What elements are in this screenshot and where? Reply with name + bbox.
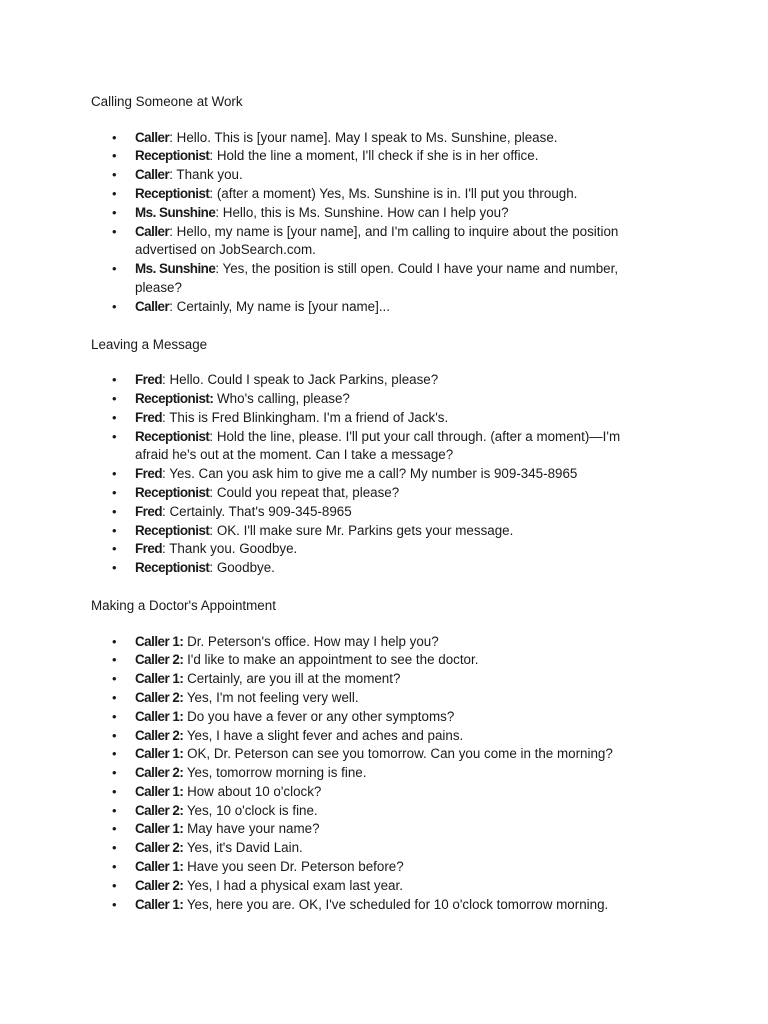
bullet-icon: • bbox=[112, 185, 117, 201]
dialogue-line bbox=[112, 465, 648, 484]
speaker-separator: : bbox=[169, 223, 173, 239]
bullet-icon: • bbox=[112, 896, 117, 912]
bullet-icon: • bbox=[112, 409, 117, 425]
section-heading: Leaving a Message bbox=[91, 336, 208, 352]
bullet-icon: • bbox=[112, 877, 117, 893]
bullet-icon: • bbox=[112, 708, 117, 724]
dialogue-text: OK, Dr. Peterson can see you tomorrow. Can you come in the morning? bbox=[183, 746, 613, 762]
dialogue-text: Certainly. That's 909-345-8965 bbox=[165, 503, 352, 519]
bullet-icon: • bbox=[112, 541, 117, 557]
dialogue-text: Yes, I have a slight fever and aches and pains. bbox=[183, 727, 464, 743]
dialogue-line bbox=[112, 689, 648, 708]
dialogue-list bbox=[91, 129, 648, 317]
bullet-icon: • bbox=[112, 727, 117, 743]
dialogue-line bbox=[112, 409, 648, 428]
speaker-name: Caller 1: bbox=[135, 633, 184, 649]
speaker-name: Caller bbox=[135, 223, 170, 239]
dialogue-text: OK. I'll make sure Mr. Parkins gets your message. bbox=[213, 522, 514, 538]
section-heading: Making a Doctor's Appointment bbox=[91, 597, 276, 613]
dialogue-text: Hello. Could I speak to Jack Parkins, please? bbox=[165, 372, 439, 388]
speaker-name: Fred bbox=[135, 372, 163, 388]
dialogue-line bbox=[112, 820, 648, 839]
speaker-name: Caller bbox=[135, 167, 170, 183]
speaker-name: Caller 2: bbox=[135, 840, 184, 856]
speaker-name: Caller 1: bbox=[135, 859, 184, 875]
dialogue-text: Yes, tomorrow morning is fine. bbox=[183, 765, 367, 781]
dialogue-text: Yes, I had a physical exam last year. bbox=[183, 877, 403, 893]
speaker-name: Caller 2: bbox=[135, 652, 184, 668]
dialogue-list bbox=[91, 371, 648, 578]
speaker-separator: : bbox=[209, 148, 214, 164]
dialogue-line bbox=[112, 185, 648, 204]
speaker-separator: : bbox=[169, 167, 173, 183]
bullet-icon: • bbox=[112, 671, 117, 687]
dialogue-text: Hold the line a moment, I'll check if she is in her office. bbox=[213, 148, 539, 164]
speaker-name: Caller 2: bbox=[135, 765, 184, 781]
bullet-icon: • bbox=[112, 802, 117, 818]
bullet-icon: • bbox=[112, 840, 117, 856]
section-heading: Calling Someone at Work bbox=[91, 94, 243, 109]
dialogue-line bbox=[112, 484, 648, 503]
dialogue-line bbox=[112, 783, 648, 802]
dialogue-text: Do you have a fever or any other symptoms? bbox=[183, 708, 455, 724]
dialogue-text: This is Fred Blinkingham. I'm a friend of Jack's. bbox=[165, 409, 449, 425]
dialogue-text: Certainly, are you ill at the moment? bbox=[183, 671, 401, 687]
dialogue-line bbox=[112, 802, 648, 821]
dialogue-text: Hello, my name is [your name], and I'm calling to inquire about the position advertised on JobSearch.com. bbox=[135, 223, 619, 258]
dialogue-line bbox=[112, 727, 648, 746]
speaker-name: Caller 1: bbox=[135, 783, 184, 799]
speaker-name: Receptionist bbox=[135, 428, 210, 444]
dialogue-text: Hello. This is [your name]. May I speak to Ms. Sunshine, please. bbox=[172, 129, 558, 145]
dialogue-text: Yes, it's David Lain. bbox=[183, 840, 303, 856]
speaker-separator: : bbox=[169, 129, 173, 145]
dialogue-text: Who's calling, please? bbox=[213, 390, 350, 406]
bullet-icon: • bbox=[112, 148, 117, 164]
bullet-icon: • bbox=[112, 633, 117, 649]
dialogue-text: Thank you. bbox=[172, 167, 243, 183]
dialogue-line bbox=[112, 371, 648, 390]
dialogue-text: Thank you. Goodbye. bbox=[165, 541, 298, 557]
speaker-name: Caller 2: bbox=[135, 689, 184, 705]
bullet-icon: • bbox=[112, 390, 117, 406]
speaker-name: Receptionist: bbox=[135, 390, 214, 406]
dialogue-line bbox=[112, 223, 648, 261]
dialogue-line bbox=[112, 764, 648, 783]
speaker-separator: : bbox=[209, 484, 214, 500]
bullet-icon: • bbox=[112, 298, 117, 314]
speaker-name: Caller 1: bbox=[135, 746, 184, 762]
speaker-name: Caller 1: bbox=[135, 671, 184, 687]
dialogue-line bbox=[112, 147, 648, 166]
dialogue-line bbox=[112, 858, 648, 877]
speaker-name: Fred bbox=[135, 466, 163, 482]
bullet-icon: • bbox=[112, 428, 117, 444]
speaker-separator: : bbox=[215, 261, 220, 277]
dialogue-line bbox=[112, 670, 648, 689]
dialogue-text: Yes, the position is still open. Could I have your name and number, please? bbox=[135, 261, 619, 295]
dialogue-line bbox=[112, 633, 648, 652]
dialogue-line bbox=[112, 428, 648, 466]
dialogue-line bbox=[112, 129, 648, 148]
dialogue-line bbox=[112, 559, 648, 578]
speaker-name: Caller 1: bbox=[135, 896, 184, 912]
speaker-name: Caller 2: bbox=[135, 877, 184, 893]
speaker-separator: : bbox=[162, 409, 166, 425]
dialogue-line bbox=[112, 708, 648, 727]
bullet-icon: • bbox=[112, 821, 117, 837]
dialogue-text: Hello, this is Ms. Sunshine. How can I help you? bbox=[219, 204, 509, 220]
bullet-icon: • bbox=[112, 466, 117, 482]
speaker-name: Receptionist bbox=[135, 484, 210, 500]
speaker-name: Fred bbox=[135, 409, 163, 425]
speaker-separator: : bbox=[162, 541, 166, 557]
speaker-name: Receptionist bbox=[135, 522, 210, 538]
bullet-icon: • bbox=[112, 783, 117, 799]
bullet-icon: • bbox=[112, 484, 117, 500]
speaker-separator: : bbox=[162, 466, 166, 482]
speaker-separator: : bbox=[162, 503, 166, 519]
speaker-name: Caller 1: bbox=[135, 821, 184, 837]
bullet-icon: • bbox=[112, 746, 117, 762]
speaker-name: Ms. Sunshine bbox=[135, 204, 216, 220]
dialogue-text: I'd like to make an appointment to see the doctor. bbox=[183, 652, 479, 668]
dialogue-text: Dr. Peterson's office. How may I help you? bbox=[183, 633, 439, 649]
dialogue-line bbox=[112, 260, 648, 298]
bullet-icon: • bbox=[112, 859, 117, 875]
dialogue-text: (after a moment) Yes, Ms. Sunshine is in. I'll put you through. bbox=[213, 185, 578, 201]
dialogue-text: Hold the line, please. I'll put your call through. (after a moment)—I'm afraid he's out at the moment. Can I take a message? bbox=[135, 428, 621, 463]
speaker-separator: : bbox=[162, 372, 166, 388]
bullet-icon: • bbox=[112, 652, 117, 668]
dialogue-line bbox=[112, 896, 648, 915]
speaker-name: Caller bbox=[135, 129, 170, 145]
speaker-name: Receptionist bbox=[135, 560, 210, 576]
speaker-name: Caller 1: bbox=[135, 708, 184, 724]
speaker-separator: : bbox=[209, 428, 214, 444]
dialogue-line bbox=[112, 166, 648, 185]
dialogue-line bbox=[112, 839, 648, 858]
speaker-separator: : bbox=[209, 560, 214, 576]
speaker-name: Ms. Sunshine bbox=[135, 261, 216, 277]
dialogue-text: Could you repeat that, please? bbox=[213, 484, 400, 500]
dialogue-text: Yes, 10 o'clock is fine. bbox=[183, 802, 318, 818]
dialogue-line bbox=[112, 503, 648, 522]
dialogue-text: Yes. Can you ask him to give me a call? My number is 909-345-8965 bbox=[165, 466, 578, 482]
speaker-name: Caller 2: bbox=[135, 727, 184, 743]
dialogue-text: How about 10 o'clock? bbox=[183, 783, 322, 799]
dialogue-text: Yes, here you are. OK, I've scheduled for 10 o'clock tomorrow morning. bbox=[183, 896, 609, 912]
speaker-name: Caller 2: bbox=[135, 802, 184, 818]
speaker-separator: : bbox=[169, 298, 173, 314]
dialogue-line bbox=[112, 877, 648, 896]
dialogue-text: Certainly, My name is [your name]... bbox=[172, 298, 391, 314]
speaker-separator: : bbox=[209, 185, 214, 201]
speaker-name: Caller bbox=[135, 298, 170, 314]
dialogue-text: Yes, I'm not feeling very well. bbox=[183, 689, 359, 705]
dialogue-text: Goodbye. bbox=[213, 560, 275, 576]
bullet-icon: • bbox=[112, 129, 117, 145]
bullet-icon: • bbox=[112, 261, 117, 277]
dialogue-line bbox=[112, 522, 648, 541]
dialogue-line bbox=[112, 651, 648, 670]
bullet-icon: • bbox=[112, 223, 117, 239]
bullet-icon: • bbox=[112, 503, 117, 519]
dialogue-line bbox=[112, 298, 648, 317]
dialogue-list bbox=[91, 633, 648, 915]
bullet-icon: • bbox=[112, 560, 117, 576]
bullet-icon: • bbox=[112, 372, 117, 388]
speaker-separator: : bbox=[209, 522, 214, 538]
bullet-icon: • bbox=[112, 522, 117, 538]
speaker-name: Receptionist bbox=[135, 185, 210, 201]
dialogue-text: May have your name? bbox=[183, 821, 320, 837]
bullet-icon: • bbox=[112, 204, 117, 220]
bullet-icon: • bbox=[112, 689, 117, 705]
speaker-name: Receptionist bbox=[135, 148, 210, 164]
dialogue-line bbox=[112, 204, 648, 223]
bullet-icon: • bbox=[112, 167, 117, 183]
dialogue-line bbox=[112, 390, 648, 409]
speaker-name: Fred bbox=[135, 541, 163, 557]
bullet-icon: • bbox=[112, 765, 117, 781]
speaker-separator: : bbox=[215, 204, 220, 220]
dialogue-text: Have you seen Dr. Peterson before? bbox=[183, 859, 404, 875]
dialogue-line bbox=[112, 745, 648, 764]
dialogue-line bbox=[112, 540, 648, 559]
speaker-name: Fred bbox=[135, 503, 163, 519]
